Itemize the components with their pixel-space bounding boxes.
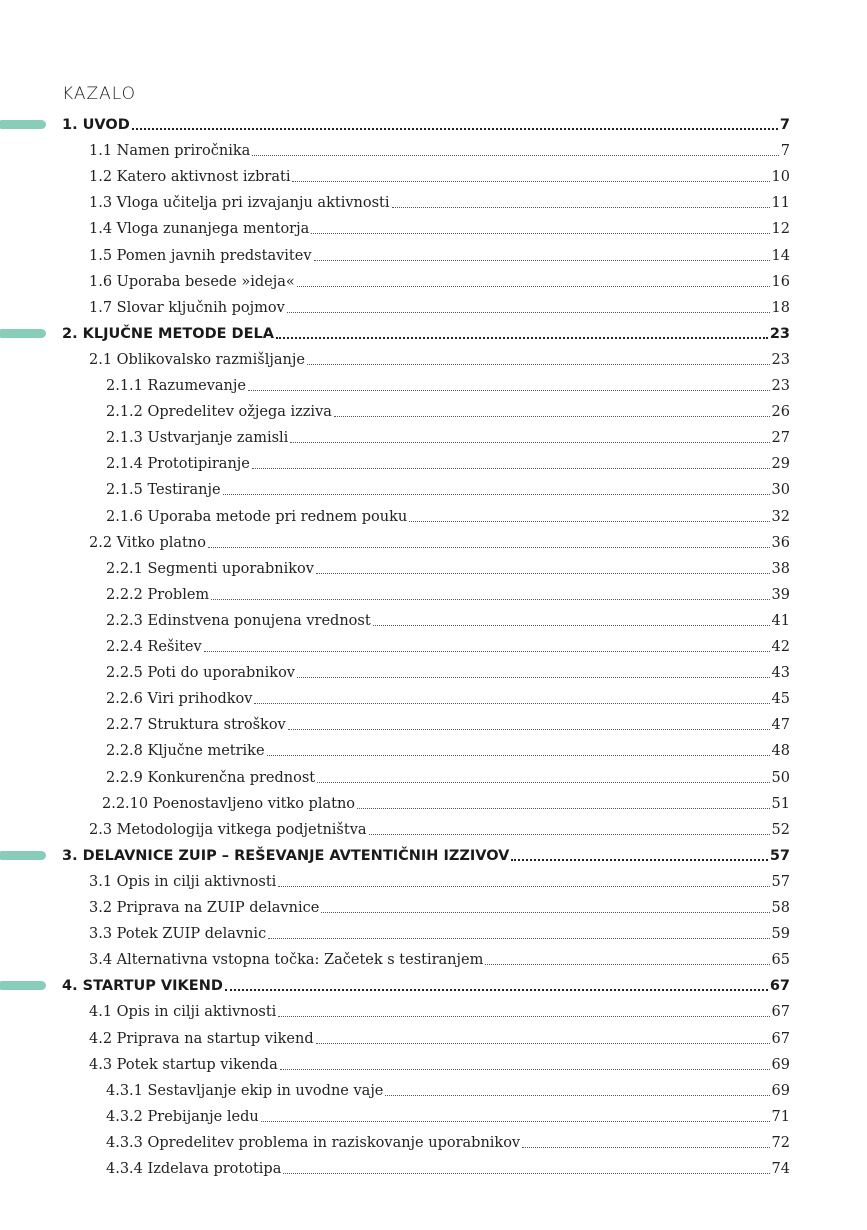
dot-leader	[248, 389, 770, 391]
toc-entry-page-number: 69	[771, 1056, 790, 1073]
dot-leader	[225, 988, 768, 991]
dot-leader	[280, 1068, 770, 1070]
toc-entry-page-number: 74	[771, 1161, 790, 1177]
toc-entry-title: 2.2.4 Rešitev	[106, 639, 202, 655]
toc-entry-page-number: 71	[771, 1108, 790, 1125]
toc-entry-title: 1.2 Katero aktivnost izbrati	[89, 169, 291, 186]
dot-leader	[132, 127, 778, 130]
toc-entry-title: 1.7 Slovar ključnih pojmov	[89, 299, 285, 316]
toc-entry-page-number: 67	[771, 1030, 790, 1047]
toc-entry-page-number: 29	[771, 456, 790, 473]
dot-leader	[287, 311, 770, 313]
toc-entry-page-number: 26	[771, 404, 790, 421]
toc-entry-title: 2.2.10 Poenostavljeno vitko platno	[102, 795, 356, 812]
toc-entry[interactable]	[89, 265, 790, 291]
toc-entry-title: 2.1.3 Ustvarjanje zamisli	[106, 430, 289, 447]
dot-leader	[311, 232, 769, 234]
toc-entry[interactable]	[106, 500, 790, 526]
toc-entry-page-number: 7	[779, 117, 790, 133]
dot-leader	[278, 1015, 769, 1017]
section-marker-brush	[0, 981, 46, 990]
dot-leader	[276, 336, 768, 339]
toc-entry-title: 2.2 Vitko platno	[89, 534, 206, 551]
toc-entry-page-number: 43	[771, 665, 790, 682]
toc-entry-page-number: 67	[771, 1004, 790, 1021]
toc-entry[interactable]	[89, 891, 790, 917]
toc-entry-title: 4.1 Opis in cilji aktivnosti	[89, 1004, 277, 1021]
toc-entry-page-number: 39	[771, 586, 790, 603]
toc-entry[interactable]	[106, 734, 790, 760]
toc-entry[interactable]	[89, 526, 790, 552]
dot-leader	[290, 441, 769, 443]
toc-entry[interactable]	[106, 761, 790, 787]
dot-leader	[316, 1042, 770, 1044]
toc-entry-title: 3. DELAVNICE ZUIP – REŠEVANJE AVTENTIČNIH IZZIVOV	[62, 847, 510, 864]
toc-entry[interactable]	[106, 369, 790, 395]
toc-entry-title: 2.1.6 Uporaba metode pri rednem pouku	[106, 508, 408, 525]
dot-leader	[334, 415, 770, 417]
toc-entry-page-number: 59	[771, 926, 790, 943]
toc-entry[interactable]	[89, 813, 790, 839]
toc-entry-title: 4.3.2 Prebijanje ledu	[106, 1108, 259, 1125]
dot-leader	[369, 833, 770, 835]
toc-entry-title: 3.4 Alternativna vstopna točka: Začetek s testiranjem	[89, 952, 484, 969]
toc-entry-page-number: 47	[771, 717, 790, 734]
toc-entry-title: 2.1.2 Opredelitev ožjega izziva	[106, 404, 332, 421]
toc-entry-title: 2.2.8 Ključne metrike	[106, 743, 265, 760]
toc-entry-title: 4.3 Potek startup vikenda	[89, 1056, 278, 1073]
toc-entry-title: 2.2.9 Konkurenčna prednost	[106, 769, 316, 786]
toc-entry-page-number: 57	[769, 847, 790, 864]
toc-entry-title: 1.1 Namen priročnika	[89, 143, 251, 160]
section-marker-brush	[0, 120, 46, 129]
toc-entry[interactable]	[89, 865, 790, 891]
toc-entry-title: 4.3.4 Izdelava prototipa	[106, 1161, 282, 1177]
toc-entry[interactable]	[106, 1100, 790, 1126]
toc-entry-title: 1.3 Vloga učitelja pri izvajanju aktivnosti	[89, 195, 390, 212]
toc-entry[interactable]	[106, 682, 790, 708]
dot-leader	[321, 911, 769, 913]
toc-entry-page-number: 38	[771, 560, 790, 577]
toc-entry-page-number: 58	[771, 900, 790, 916]
toc-entry-page-number: 11	[771, 195, 790, 212]
toc-entry[interactable]	[106, 447, 790, 473]
dot-leader	[522, 1146, 769, 1148]
toc-entry-page-number: 50	[771, 769, 790, 786]
toc-entry[interactable]	[89, 943, 790, 969]
toc-entry-title: 3.2 Priprava na ZUIP delavnice	[89, 900, 320, 916]
dot-leader	[254, 702, 769, 704]
toc-entry[interactable]	[62, 108, 790, 134]
dot-leader	[385, 1094, 769, 1096]
toc-entry-title: 2.2.7 Struktura stroškov	[106, 717, 286, 734]
toc-entry-page-number: 36	[771, 534, 790, 551]
toc-entry-page-number: 41	[771, 612, 790, 629]
toc-entry-page-number: 23	[771, 378, 790, 394]
toc-entry-page-number: 12	[771, 221, 790, 238]
toc-entry-page-number: 14	[771, 247, 790, 264]
toc-entry-title: 4.3.1 Sestavljanje ekip in uvodne vaje	[106, 1082, 384, 1099]
dot-leader	[317, 781, 769, 783]
toc-entry-title: 3.1 Opis in cilji aktivnosti	[89, 873, 277, 890]
toc-entry[interactable]	[106, 421, 790, 447]
dot-leader	[314, 259, 770, 261]
toc-entry-title: 2.2.6 Viri prihodkov	[106, 691, 253, 708]
toc-entry-title: 2.2.3 Edinstvena ponujena vrednost	[106, 612, 371, 629]
dot-leader	[409, 520, 769, 522]
toc-entry[interactable]	[106, 630, 790, 656]
dot-leader	[211, 598, 769, 600]
page-title: KAZALO	[62, 84, 136, 104]
toc-entry-page-number: 45	[771, 691, 790, 708]
toc-entry[interactable]	[102, 787, 790, 813]
toc-entry-title: 2.1.4 Prototipiranje	[106, 456, 250, 473]
toc-entry-page-number: 23	[769, 325, 790, 342]
toc-entry[interactable]	[106, 395, 790, 421]
toc-entry-title: 3.3 Potek ZUIP delavnic	[89, 926, 267, 943]
toc-entry-title: 4.2 Priprava na startup vikend	[89, 1030, 314, 1047]
toc-entry[interactable]	[89, 291, 790, 317]
dot-leader	[223, 493, 770, 495]
toc-entry[interactable]	[106, 708, 790, 734]
dot-leader	[316, 572, 770, 574]
toc-entry[interactable]	[106, 604, 790, 630]
toc-entry[interactable]	[89, 160, 790, 186]
toc-entry-page-number: 57	[771, 873, 790, 890]
toc-entry-title: 1. UVOD	[62, 117, 130, 133]
toc-entry-title: 1.6 Uporaba besede »ideja«	[89, 273, 295, 290]
toc-entry[interactable]	[89, 134, 790, 160]
toc-entry-title: 2. KLJUČNE METODE DELA	[62, 325, 274, 342]
toc-entry-title: 2.3 Metodologija vitkega podjetništva	[89, 821, 367, 838]
dot-leader	[278, 885, 769, 887]
toc-entry[interactable]	[106, 578, 790, 604]
toc-entry-page-number: 32	[771, 508, 790, 525]
toc-entry-page-number: 16	[771, 273, 790, 290]
dot-leader	[267, 754, 770, 756]
toc-entry-page-number: 18	[771, 299, 790, 316]
dot-leader	[252, 467, 770, 469]
toc-entry[interactable]	[89, 995, 790, 1021]
toc-entry-title: 2.2.1 Segmenti uporabnikov	[106, 560, 314, 577]
dot-leader	[511, 858, 767, 861]
toc-entry-title: 2.1.1 Razumevanje	[106, 378, 246, 394]
dot-leader	[357, 807, 770, 809]
dot-leader	[292, 180, 769, 182]
toc-entry-page-number: 51	[771, 795, 790, 812]
toc-entry-page-number: 65	[771, 952, 790, 969]
toc-entry[interactable]	[89, 343, 790, 369]
toc-entry-page-number: 67	[769, 978, 790, 995]
toc-entry-title: 1.5 Pomen javnih predstavitev	[89, 247, 312, 264]
dot-leader	[268, 937, 769, 939]
dot-leader	[288, 728, 770, 730]
dot-leader	[297, 285, 770, 287]
toc-entry[interactable]	[89, 1022, 790, 1048]
toc-entry-title: 2.1 Oblikovalsko razmišljanje	[89, 351, 305, 368]
dot-leader	[261, 1120, 770, 1122]
toc-entry-page-number: 7	[780, 143, 790, 160]
toc-entry-title: 4.3.3 Opredelitev problema in raziskovanje uporabnikov	[106, 1134, 521, 1151]
dot-leader	[283, 1172, 769, 1174]
section-marker-brush	[0, 851, 46, 860]
toc-entry-page-number: 23	[771, 351, 790, 368]
toc-entry[interactable]	[89, 1048, 790, 1074]
toc-entry-title: 4. STARTUP VIKEND	[62, 978, 223, 995]
toc-entry-title: 2.2.2 Problem	[106, 586, 210, 603]
toc-entry[interactable]	[106, 1126, 790, 1152]
toc-entry-page-number: 72	[771, 1134, 790, 1151]
toc-entry[interactable]	[106, 656, 790, 682]
toc-entry[interactable]	[62, 839, 790, 865]
toc-entry[interactable]	[106, 1074, 790, 1100]
toc-entry-page-number: 42	[771, 639, 790, 655]
dot-leader	[297, 676, 770, 678]
dot-leader	[208, 546, 770, 548]
toc-entry[interactable]	[106, 473, 790, 499]
toc-entry-page-number: 48	[771, 743, 790, 760]
dot-leader	[485, 963, 769, 965]
toc-entry-title: 1.4 Vloga zunanjega mentorja	[89, 221, 310, 238]
toc-entry-page-number: 27	[771, 430, 790, 447]
toc-entry-title: 2.2.5 Poti do uporabnikov	[106, 665, 295, 682]
toc-entry[interactable]	[106, 552, 790, 578]
toc-entry-title: 2.1.5 Testiranje	[106, 482, 221, 499]
toc-entry[interactable]	[106, 1152, 790, 1178]
toc-entry-page-number: 52	[771, 821, 790, 838]
toc-entry-page-number: 10	[771, 169, 790, 186]
toc-entry[interactable]	[62, 317, 790, 343]
toc-entry-page-number: 69	[771, 1082, 790, 1099]
toc-entry-page-number: 30	[771, 482, 790, 499]
dot-leader	[204, 650, 770, 652]
dot-leader	[307, 363, 770, 365]
toc-entry[interactable]	[89, 917, 790, 943]
dot-leader	[252, 154, 778, 156]
section-marker-brush	[0, 329, 46, 338]
toc-entry[interactable]	[89, 239, 790, 265]
toc-entry[interactable]	[89, 212, 790, 238]
dot-leader	[392, 206, 770, 208]
toc-entry[interactable]	[89, 186, 790, 212]
dot-leader	[373, 624, 770, 626]
toc-entry[interactable]	[62, 969, 790, 995]
